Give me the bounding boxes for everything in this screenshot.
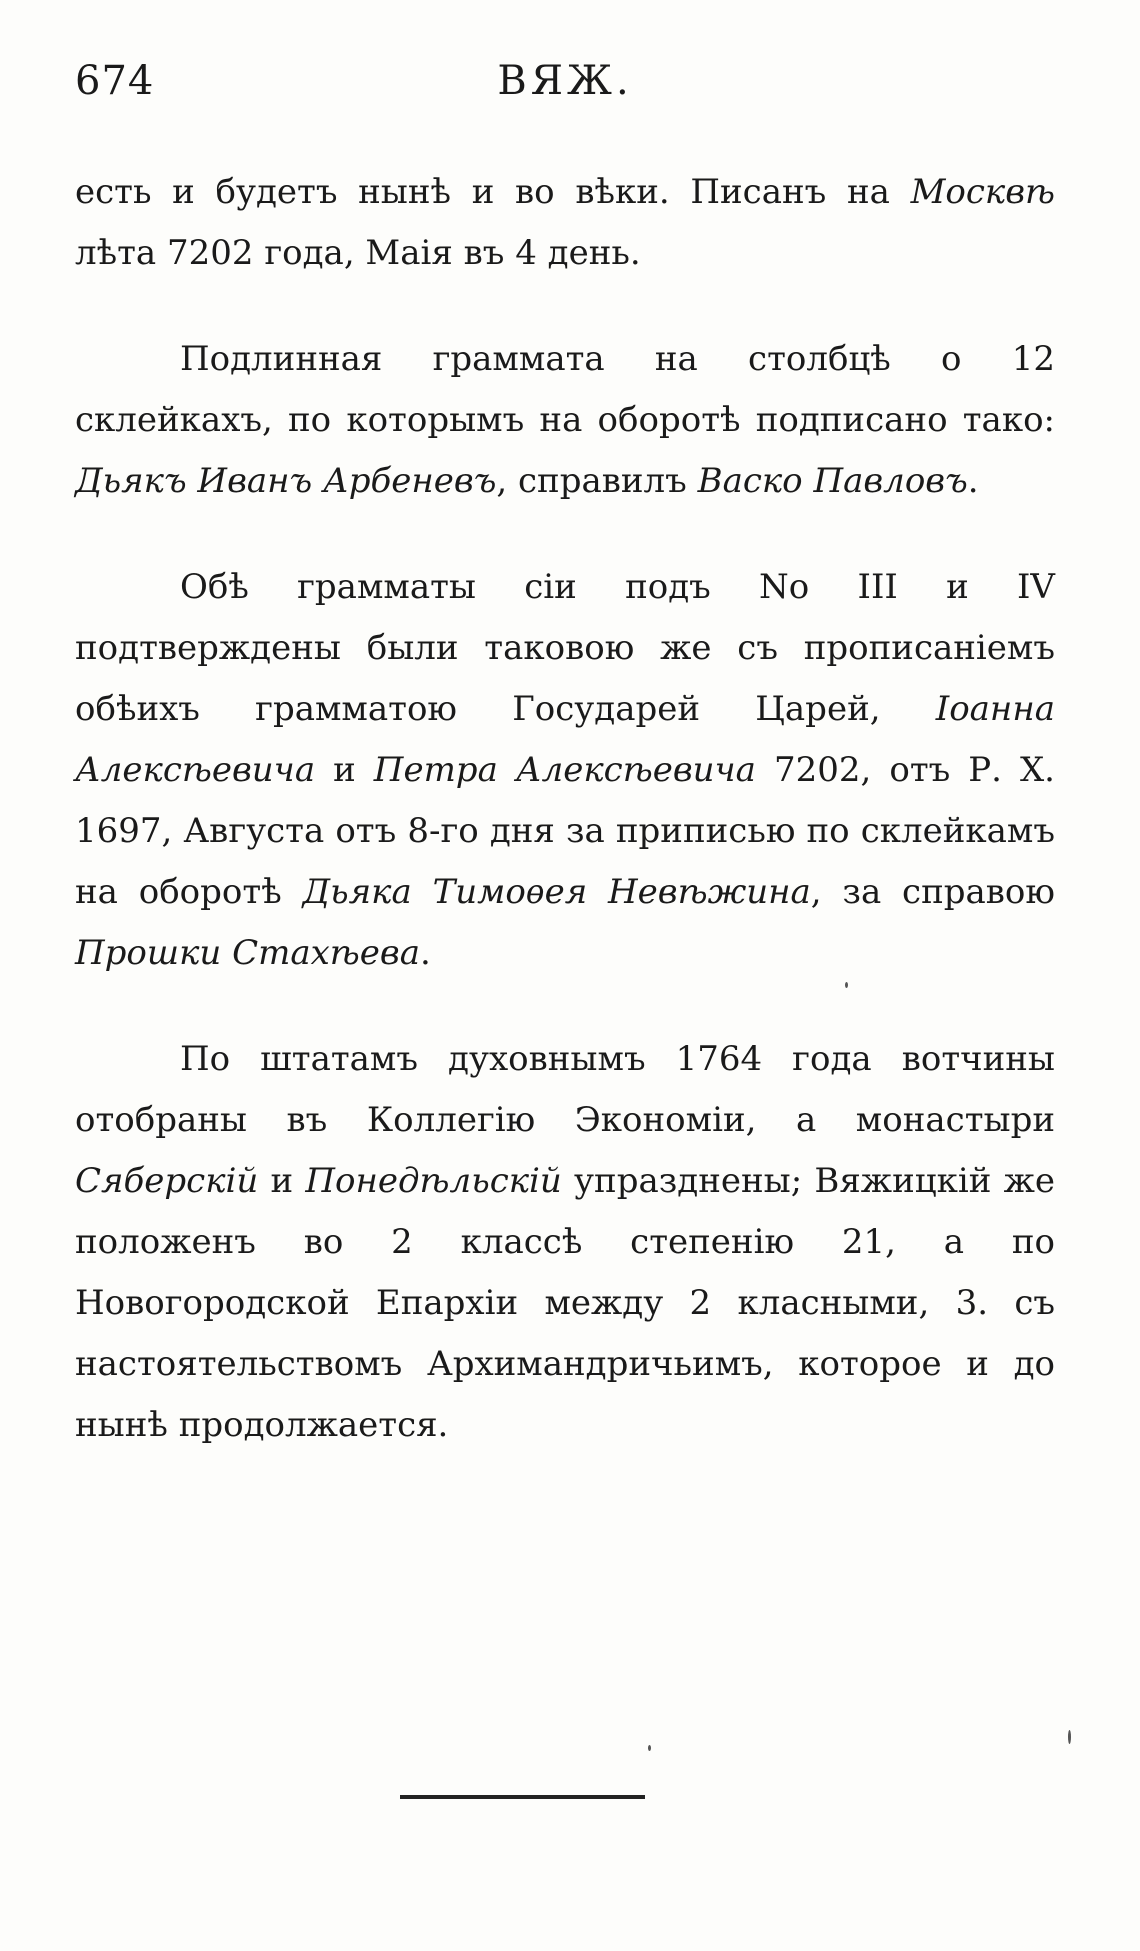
- text-run: .: [967, 461, 979, 501]
- text-run: и: [315, 750, 374, 790]
- italic-name: Понедѣльскій: [305, 1161, 562, 1201]
- paragraph-3: [75, 557, 1055, 984]
- running-head: ВЯЖ.: [497, 58, 633, 104]
- italic-name: Іоанна Алексѣевича: [75, 689, 1055, 790]
- italic-name: Сяберскій: [75, 1161, 259, 1201]
- page-header: [75, 58, 1055, 118]
- paper-speck: [1068, 1730, 1071, 1744]
- paper-speck: [648, 1745, 651, 1751]
- text-run: Подлинная граммата на столбцѣ о 12 склейкахъ, по которымъ на оборотѣ подписано тако:: [75, 339, 1055, 440]
- paragraph-4: [75, 1029, 1055, 1456]
- text-run: , справилъ: [496, 461, 698, 501]
- page-number: 674: [75, 58, 155, 104]
- italic-name: Дьяка Тимоѳея Невѣжина: [302, 872, 811, 912]
- text-run: есть и будетъ нынѣ и во вѣки. Писанъ на: [75, 172, 911, 212]
- text-run: и: [258, 1161, 306, 1201]
- italic-name: Прошки Стахѣева: [75, 933, 420, 973]
- text-run: лѣта 7202 года, Маія въ 4 день.: [75, 233, 641, 273]
- italic-name: Петра Алексѣевича: [373, 750, 756, 790]
- text-run: упразднены; Вяжицкій же положенъ во 2 классѣ степенію 21, а по Новогородской Епархіи между 2 класными, 3. съ настоятельствомъ Архимандричьимъ, которое и до нынѣ продолжается.: [75, 1161, 1056, 1445]
- text-run: , за справою: [810, 872, 1055, 912]
- text-run: .: [419, 933, 431, 973]
- paper-speck: [845, 982, 848, 988]
- body-text: [75, 162, 1055, 1456]
- text-run: 7202, отъ Р. Х. 1697, Августа отъ 8-го дня за приписью по склейкамъ на оборотѣ: [75, 750, 1055, 912]
- end-rule: [400, 1795, 645, 1799]
- italic-name: Васко Павловъ: [697, 461, 968, 501]
- paragraph-2: [75, 329, 1055, 512]
- text-run: По штатамъ духовнымъ 1764 года вотчины отобраны въ Коллегію Экономіи, а монастыри: [75, 1039, 1055, 1140]
- text-run: Обѣ грамматы сіи подъ No III и IV подтверждены были таковою же съ прописаніемъ обѣихъ грамматою Государей Царей,: [75, 567, 1055, 729]
- italic-name: Дьякъ Иванъ Арбеневъ: [75, 461, 497, 501]
- paragraph-1: [75, 162, 1055, 284]
- italic-name: Москвѣ: [910, 172, 1055, 212]
